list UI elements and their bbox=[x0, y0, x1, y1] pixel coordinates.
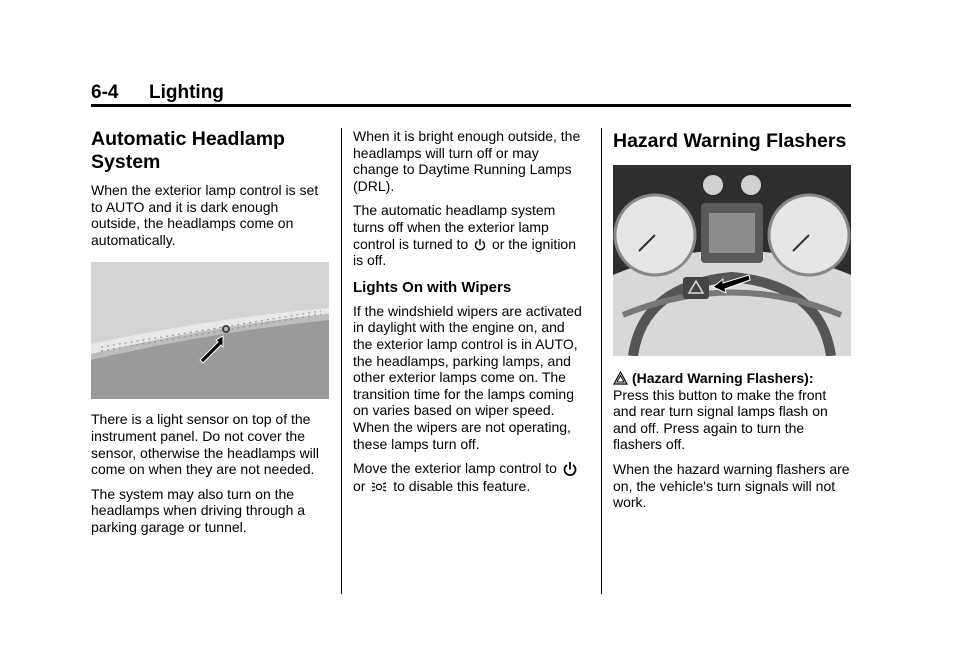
text-segment: to disable this feature. bbox=[393, 477, 531, 494]
paragraph bbox=[353, 460, 588, 494]
text-segment: Press this button to make the front and rear turn signal lamps flash on and off. Press again to turn the flashers off. bbox=[613, 386, 828, 453]
paragraph: When the exterior lamp control is set to AUTO and it is dark enough outside, the headlamps come on automatically. bbox=[91, 182, 319, 248]
column-1 bbox=[91, 128, 331, 544]
arrow-pointer-icon bbox=[711, 273, 751, 299]
header-rule bbox=[91, 104, 851, 107]
instrument-cluster-photo bbox=[613, 165, 851, 356]
hazard-label: (Hazard Warning Flashers): bbox=[632, 370, 814, 386]
paragraph: When it is bright enough outside, the headlamps will turn off or may change to Daytime Running Lamps (DRL). bbox=[353, 128, 581, 194]
paragraph: When the hazard warning flashers are on, the vehicle's turn signals will not work. bbox=[613, 460, 850, 511]
paragraph bbox=[613, 370, 853, 453]
page-header bbox=[91, 80, 851, 110]
column-3 bbox=[613, 128, 853, 519]
paragraph: There is a light sensor on top of the instrument panel. Do not cover the sensor, otherwise the headlamps will come on when they are not needed. bbox=[91, 411, 320, 478]
text-segment: or bbox=[353, 477, 366, 494]
column-divider bbox=[341, 128, 342, 594]
chapter-title: Lighting bbox=[149, 82, 224, 103]
text-segment: The automatic headlamp system turns off when the exterior lamp control is turned to bbox=[353, 202, 556, 252]
text-segment: or the ignition is off. bbox=[353, 235, 577, 269]
arrow-pointer-icon bbox=[196, 334, 226, 364]
paragraph: If the windshield wipers are activated in daylight with the engine on, and the exterior lamp control is in AUTO, the headlamps, parking lamps, and other exterior lamps come on. The transition time for the lamps coming on varies based on wiper speed. When the wipers are not operating, these lamps turn off. bbox=[353, 302, 582, 452]
section-heading: Hazard Warning Flashers bbox=[613, 130, 847, 152]
power-off-icon bbox=[563, 461, 577, 478]
light-sensor-photo bbox=[91, 262, 329, 399]
text-segment: Move the exterior lamp control to bbox=[353, 460, 557, 477]
paragraph bbox=[353, 202, 588, 268]
section-number: 6-4 bbox=[91, 82, 119, 103]
hazard-warning-icon bbox=[613, 371, 628, 385]
section-heading: Automatic Headlamp System bbox=[91, 128, 285, 173]
subsection-heading: Lights On with Wipers bbox=[353, 278, 512, 296]
parking-lamp-icon bbox=[371, 480, 387, 494]
column-divider bbox=[601, 128, 602, 594]
paragraph: The system may also turn on the headlamps when driving through a parking garage or tunnel. bbox=[91, 485, 306, 535]
column-2 bbox=[353, 128, 588, 502]
power-off-icon bbox=[474, 238, 486, 252]
